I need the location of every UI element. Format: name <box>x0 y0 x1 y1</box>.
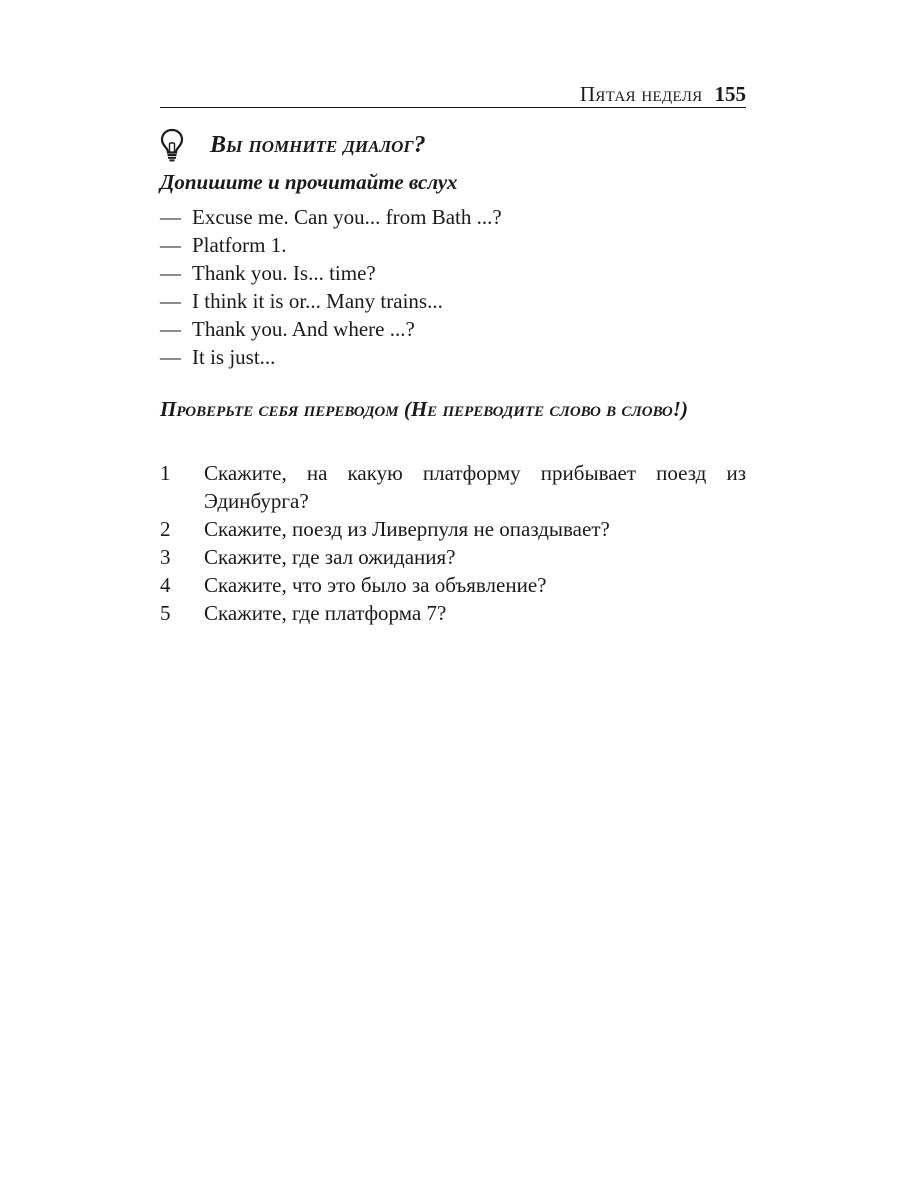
task-item <box>160 599 746 627</box>
dialog-dash: — <box>160 317 181 341</box>
running-head <box>160 81 746 107</box>
dialog-line <box>160 315 502 343</box>
dialog-dash: — <box>160 205 181 229</box>
task-text: Скажите, где платформа 7? <box>204 601 447 625</box>
task-item <box>160 571 746 599</box>
task-text: Скажите, где зал ожидания? <box>204 545 456 569</box>
lightbulb-icon <box>160 128 184 162</box>
dialog-dash: — <box>160 345 181 369</box>
dialog-line-text: I think it is or... Many trains... <box>192 289 443 313</box>
dialog-dash: — <box>160 261 181 285</box>
dialog-dash: — <box>160 289 181 313</box>
page-number: 155 <box>714 82 746 106</box>
task-number: 5 <box>160 601 171 625</box>
task-number: 2 <box>160 517 171 541</box>
dialog-dash: — <box>160 233 181 257</box>
task-text: Скажите, поезд из Ливерпуля не опаздывает? <box>204 517 610 541</box>
translation-task-list <box>160 459 746 627</box>
dialog-list <box>160 203 502 371</box>
dialog-line-text: Platform 1. <box>192 233 287 257</box>
task-item <box>160 543 746 571</box>
dialog-line <box>160 343 502 371</box>
dialog-line <box>160 231 502 259</box>
dialog-line <box>160 259 502 287</box>
task-number: 3 <box>160 545 171 569</box>
dialog-line-text: Thank you. Is... time? <box>192 261 376 285</box>
task-text: Скажите, на какую платформу прибывает поезд из Эдинбурга? <box>204 461 746 513</box>
task-item <box>160 515 746 543</box>
dialog-line-text: Thank you. And where ...? <box>192 317 415 341</box>
header-rule <box>160 107 746 108</box>
task-text: Скажите, что это было за объявление? <box>204 573 547 597</box>
section1-title-row <box>160 125 426 165</box>
task-number: 4 <box>160 573 171 597</box>
task-item <box>160 459 746 515</box>
dialog-line-text: Excuse me. Can you... from Bath ...? <box>192 205 502 229</box>
running-head-section: Пятая неделя <box>579 82 703 106</box>
dialog-line <box>160 287 502 315</box>
section2-title: Проверьте себя переводом (Не переводите слово в слово!) <box>160 397 688 421</box>
dialog-line-text: It is just... <box>192 345 276 369</box>
section1-instruction: Допишите и прочитайте вслух <box>160 170 458 194</box>
task-number: 1 <box>160 461 171 485</box>
dialog-line <box>160 203 502 231</box>
section1-title: Вы помните диалог? <box>210 131 426 158</box>
